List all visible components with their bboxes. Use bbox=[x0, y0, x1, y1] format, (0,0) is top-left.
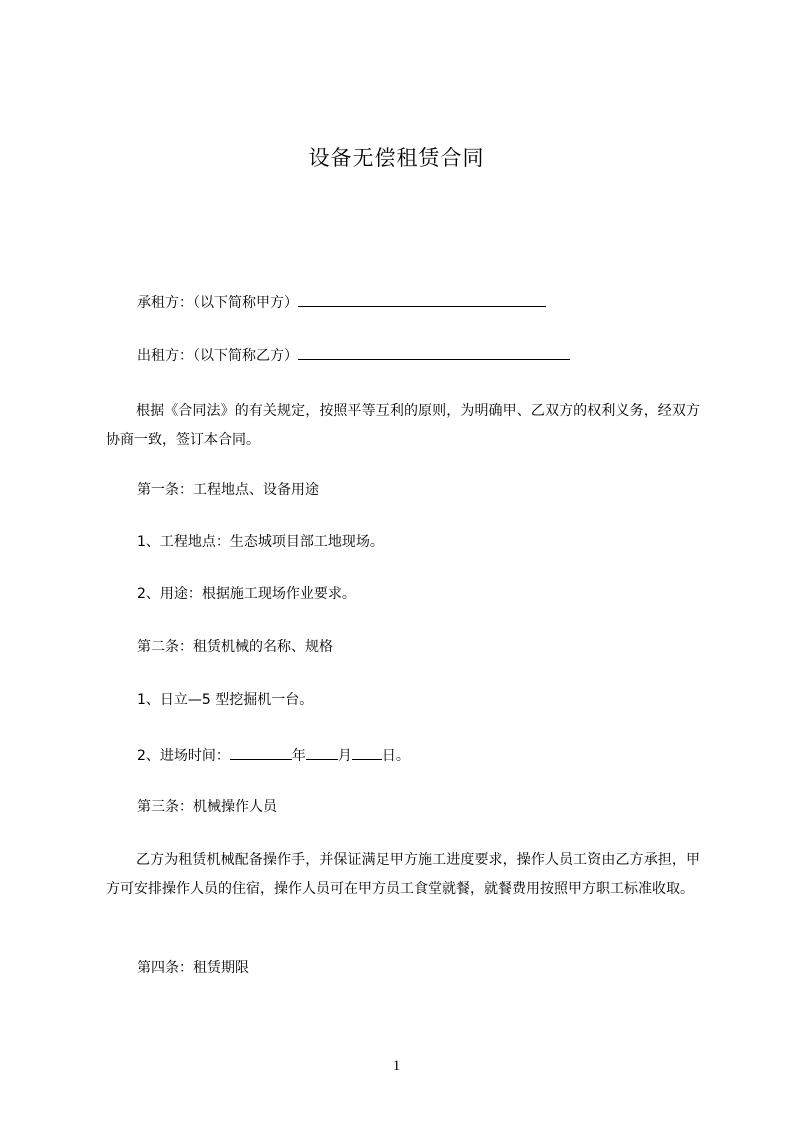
article-3-body: 乙方为租赁机械配备操作手，并保证满足甲方施工进度要求，操作人员工资由乙方承担，甲方可安排操作人员的住宿，操作人员可在甲方员工食堂就餐，就餐费用按照甲方职工标准收取。 bbox=[106, 852, 700, 897]
page-number: 1 bbox=[392, 1058, 401, 1074]
article-2-item-2 bbox=[137, 744, 410, 766]
lessor-line bbox=[137, 344, 570, 366]
entry-year-blank[interactable] bbox=[230, 744, 292, 760]
document-title: 设备无偿租赁合同 bbox=[308, 146, 485, 170]
entry-day-blank[interactable] bbox=[352, 744, 382, 760]
entry-month-blank[interactable] bbox=[306, 744, 338, 760]
lessor-label: 出租方：（以下简称乙方） bbox=[137, 348, 298, 364]
intro-paragraph: 根据《合同法》的有关规定，按照平等互利的原则，为明确甲、乙双方的权利义务，经双方协商一致，签订本合同。 bbox=[106, 403, 700, 448]
entry-time-label: 2、进场时间： bbox=[137, 748, 230, 764]
article-1-item-1: 1、工程地点：生态城项目部工地现场。 bbox=[137, 534, 384, 550]
lessee-label: 承租方：（以下简称甲方） bbox=[137, 295, 298, 311]
day-label: 日。 bbox=[381, 748, 410, 764]
lessee-line bbox=[137, 291, 546, 313]
article-2-heading: 第二条：租赁机械的名称、规格 bbox=[137, 639, 333, 655]
lessor-name-blank[interactable] bbox=[298, 344, 570, 360]
article-1-item-2: 2、用途：根据施工现场作业要求。 bbox=[137, 586, 356, 602]
article-4-heading: 第四条：租赁期限 bbox=[137, 960, 249, 976]
article-1-heading: 第一条：工程地点、设备用途 bbox=[137, 482, 319, 498]
article-3-heading: 第三条：机械操作人员 bbox=[137, 799, 277, 815]
month-label: 月 bbox=[337, 748, 352, 764]
article-2-item-1: 1、日立—5 型挖掘机一台。 bbox=[137, 692, 314, 708]
lessee-name-blank[interactable] bbox=[298, 291, 546, 307]
year-label: 年 bbox=[291, 748, 306, 764]
